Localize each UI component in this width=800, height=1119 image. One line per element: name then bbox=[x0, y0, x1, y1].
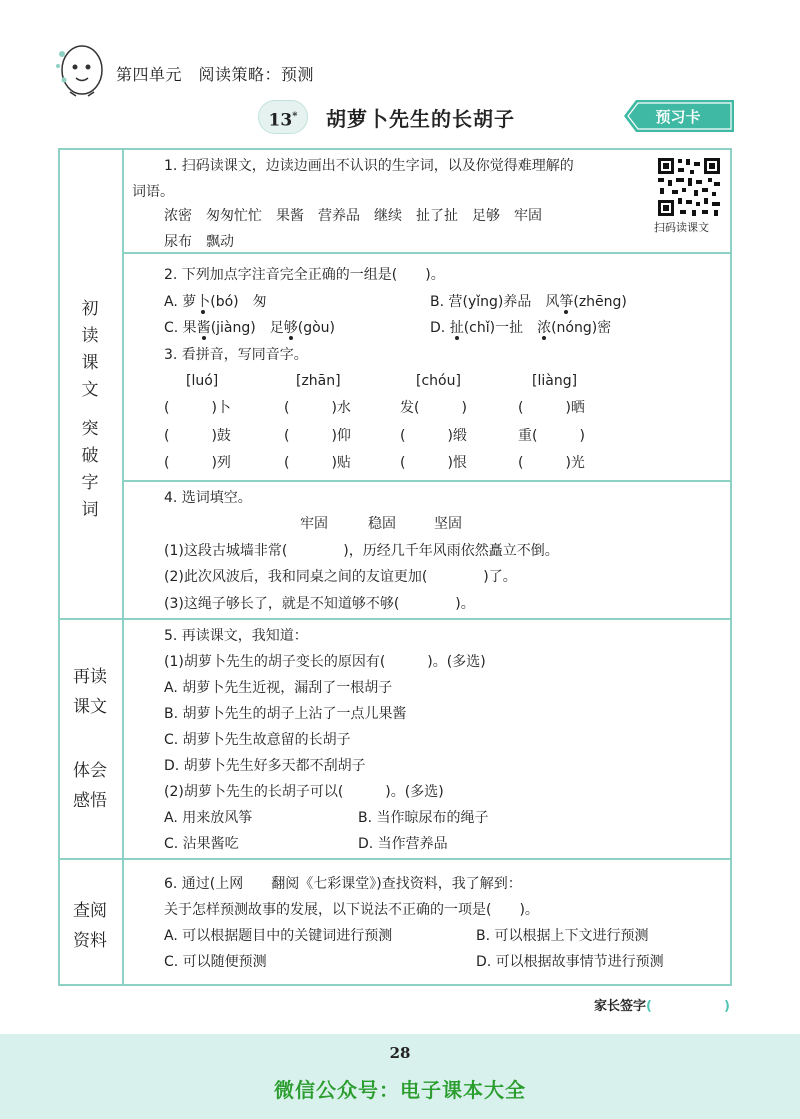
q6-option[interactable]: D. 可以根据故事情节进行预测 bbox=[476, 954, 664, 970]
column-divider bbox=[122, 148, 124, 986]
q2-option-c: C. 果酱(jiàng) 足够(gòu) bbox=[164, 320, 335, 336]
q4-choice: 牢固 bbox=[300, 516, 328, 532]
q3-blank[interactable]: ( )贴 bbox=[284, 455, 351, 471]
q3-blank[interactable]: 发( ) bbox=[400, 400, 467, 416]
lesson-number: 13* bbox=[258, 100, 308, 134]
q2-option-b: B. 营(yǐng)养品 风筝(zhēng) bbox=[430, 294, 627, 310]
page-number: 28 bbox=[389, 1044, 411, 1062]
q5-sub2-option[interactable]: A. 用来放风筝 bbox=[164, 810, 253, 826]
q3-blank[interactable]: ( )恨 bbox=[400, 455, 467, 471]
q1-text-cont: 词语。 bbox=[132, 184, 174, 200]
q5-sub1: (1)胡萝卜先生的胡子变长的原因有( )。(多选) bbox=[164, 654, 486, 670]
q2-text: 2. 下列加点字注音完全正确的一组是( )。 bbox=[164, 267, 445, 283]
qr-code-label: 扫码读课文 bbox=[654, 221, 709, 234]
section-label-reread: 再读 课文 体会 感悟 bbox=[73, 667, 107, 811]
q6-text: 6. 通过(上网 翻阅《七彩课堂》)查找资料，我了解到： bbox=[164, 876, 522, 892]
q3-blank[interactable]: ( )仰 bbox=[284, 428, 351, 444]
mascot-icon bbox=[52, 40, 108, 98]
section-divider bbox=[58, 858, 732, 860]
q6-option[interactable]: B. 可以根据上下文进行预测 bbox=[476, 928, 649, 944]
q3-blank[interactable]: ( )光 bbox=[518, 455, 585, 471]
q3-blank[interactable]: ( )水 bbox=[284, 400, 351, 416]
q3-blank[interactable]: ( )缎 bbox=[400, 428, 467, 444]
q5-sub1-option[interactable]: D. 胡萝卜先生好多天都不刮胡子 bbox=[164, 758, 366, 774]
wechat-watermark: 微信公众号：电子课本大全 bbox=[274, 1078, 526, 1102]
q5-sub2-option[interactable]: D. 当作营养品 bbox=[358, 836, 448, 852]
parent-signature[interactable]: 家长签字( ) bbox=[594, 999, 730, 1014]
q6-option[interactable]: C. 可以随便预测 bbox=[164, 954, 267, 970]
q5-text: 5. 再读课文，我知道： bbox=[164, 628, 308, 644]
q3-blank[interactable]: 重( ) bbox=[518, 428, 585, 444]
q2-option-a: A. 萝卜(bó) 匆 bbox=[164, 294, 267, 310]
row-divider bbox=[122, 480, 732, 482]
q5-sub1-option[interactable]: C. 胡萝卜先生故意留的长胡子 bbox=[164, 732, 351, 748]
q3-text: 3. 看拼音，写同音字。 bbox=[164, 347, 308, 363]
q6-option[interactable]: A. 可以根据题目中的关键词进行预测 bbox=[164, 928, 393, 944]
unit-title: 第四单元 阅读策略：预测 bbox=[116, 65, 315, 84]
q4-item[interactable]: (2)此次风波后，我和同桌之间的友谊更加( )了。 bbox=[164, 569, 517, 585]
q4-choice: 坚固 bbox=[434, 516, 462, 532]
section-label-research: 查阅 资料 bbox=[73, 901, 107, 951]
q3-blank[interactable]: ( )卜 bbox=[164, 400, 231, 416]
q3-blank[interactable]: ( )晒 bbox=[518, 400, 585, 416]
section-divider bbox=[58, 618, 732, 620]
q6-question: 关于怎样预测故事的发展，以下说法不正确的一项是( )。 bbox=[164, 902, 539, 918]
q3-blank[interactable]: ( )列 bbox=[164, 455, 231, 471]
q4-choice: 稳固 bbox=[368, 516, 396, 532]
q4-item[interactable]: (3)这绳子够长了，就是不知道够不够( )。 bbox=[164, 596, 475, 612]
lesson-title: 胡萝卜先生的长胡子 bbox=[326, 107, 515, 131]
q3-pinyin: [liàng] bbox=[532, 373, 578, 389]
row-divider bbox=[122, 252, 732, 254]
q5-sub1-option[interactable]: A. 胡萝卜先生近视，漏刮了一根胡子 bbox=[164, 680, 393, 696]
q4-item[interactable]: (1)这段古城墙非常( )，历经几千年风雨依然矗立不倒。 bbox=[164, 543, 559, 559]
q5-sub2: (2)胡萝卜先生的长胡子可以( )。(多选) bbox=[164, 784, 444, 800]
q1-word-list-2: 尿布 飘动 bbox=[164, 234, 234, 250]
q5-sub1-option[interactable]: B. 胡萝卜先生的胡子上沾了一点儿果酱 bbox=[164, 706, 407, 722]
q1-word-list: 浓密 匆匆忙忙 果酱 营养品 继续 扯了扯 足够 牢固 bbox=[164, 208, 542, 224]
q1-text: 1. 扫码读课文，边读边画出不认识的生字词，以及你觉得难理解的 bbox=[164, 158, 574, 174]
q5-sub2-option[interactable]: B. 当作晾尿布的绳子 bbox=[358, 810, 489, 826]
q3-blank[interactable]: ( )鼓 bbox=[164, 428, 231, 444]
q5-sub2-option[interactable]: C. 沾果酱吃 bbox=[164, 836, 239, 852]
q3-pinyin: [zhān] bbox=[296, 373, 341, 389]
q3-pinyin: [chóu] bbox=[416, 373, 461, 389]
q3-pinyin: [luó] bbox=[186, 373, 219, 389]
preview-card-tag: 预习卡 bbox=[624, 100, 734, 132]
section-label-first-reading: 初 读 课 文 突 破 字 词 bbox=[81, 299, 99, 520]
q4-text: 4. 选词填空。 bbox=[164, 490, 252, 506]
qr-code-icon[interactable] bbox=[656, 156, 722, 218]
q2-option-d: D. 扯(chǐ)一扯 浓(nóng)密 bbox=[430, 320, 612, 336]
